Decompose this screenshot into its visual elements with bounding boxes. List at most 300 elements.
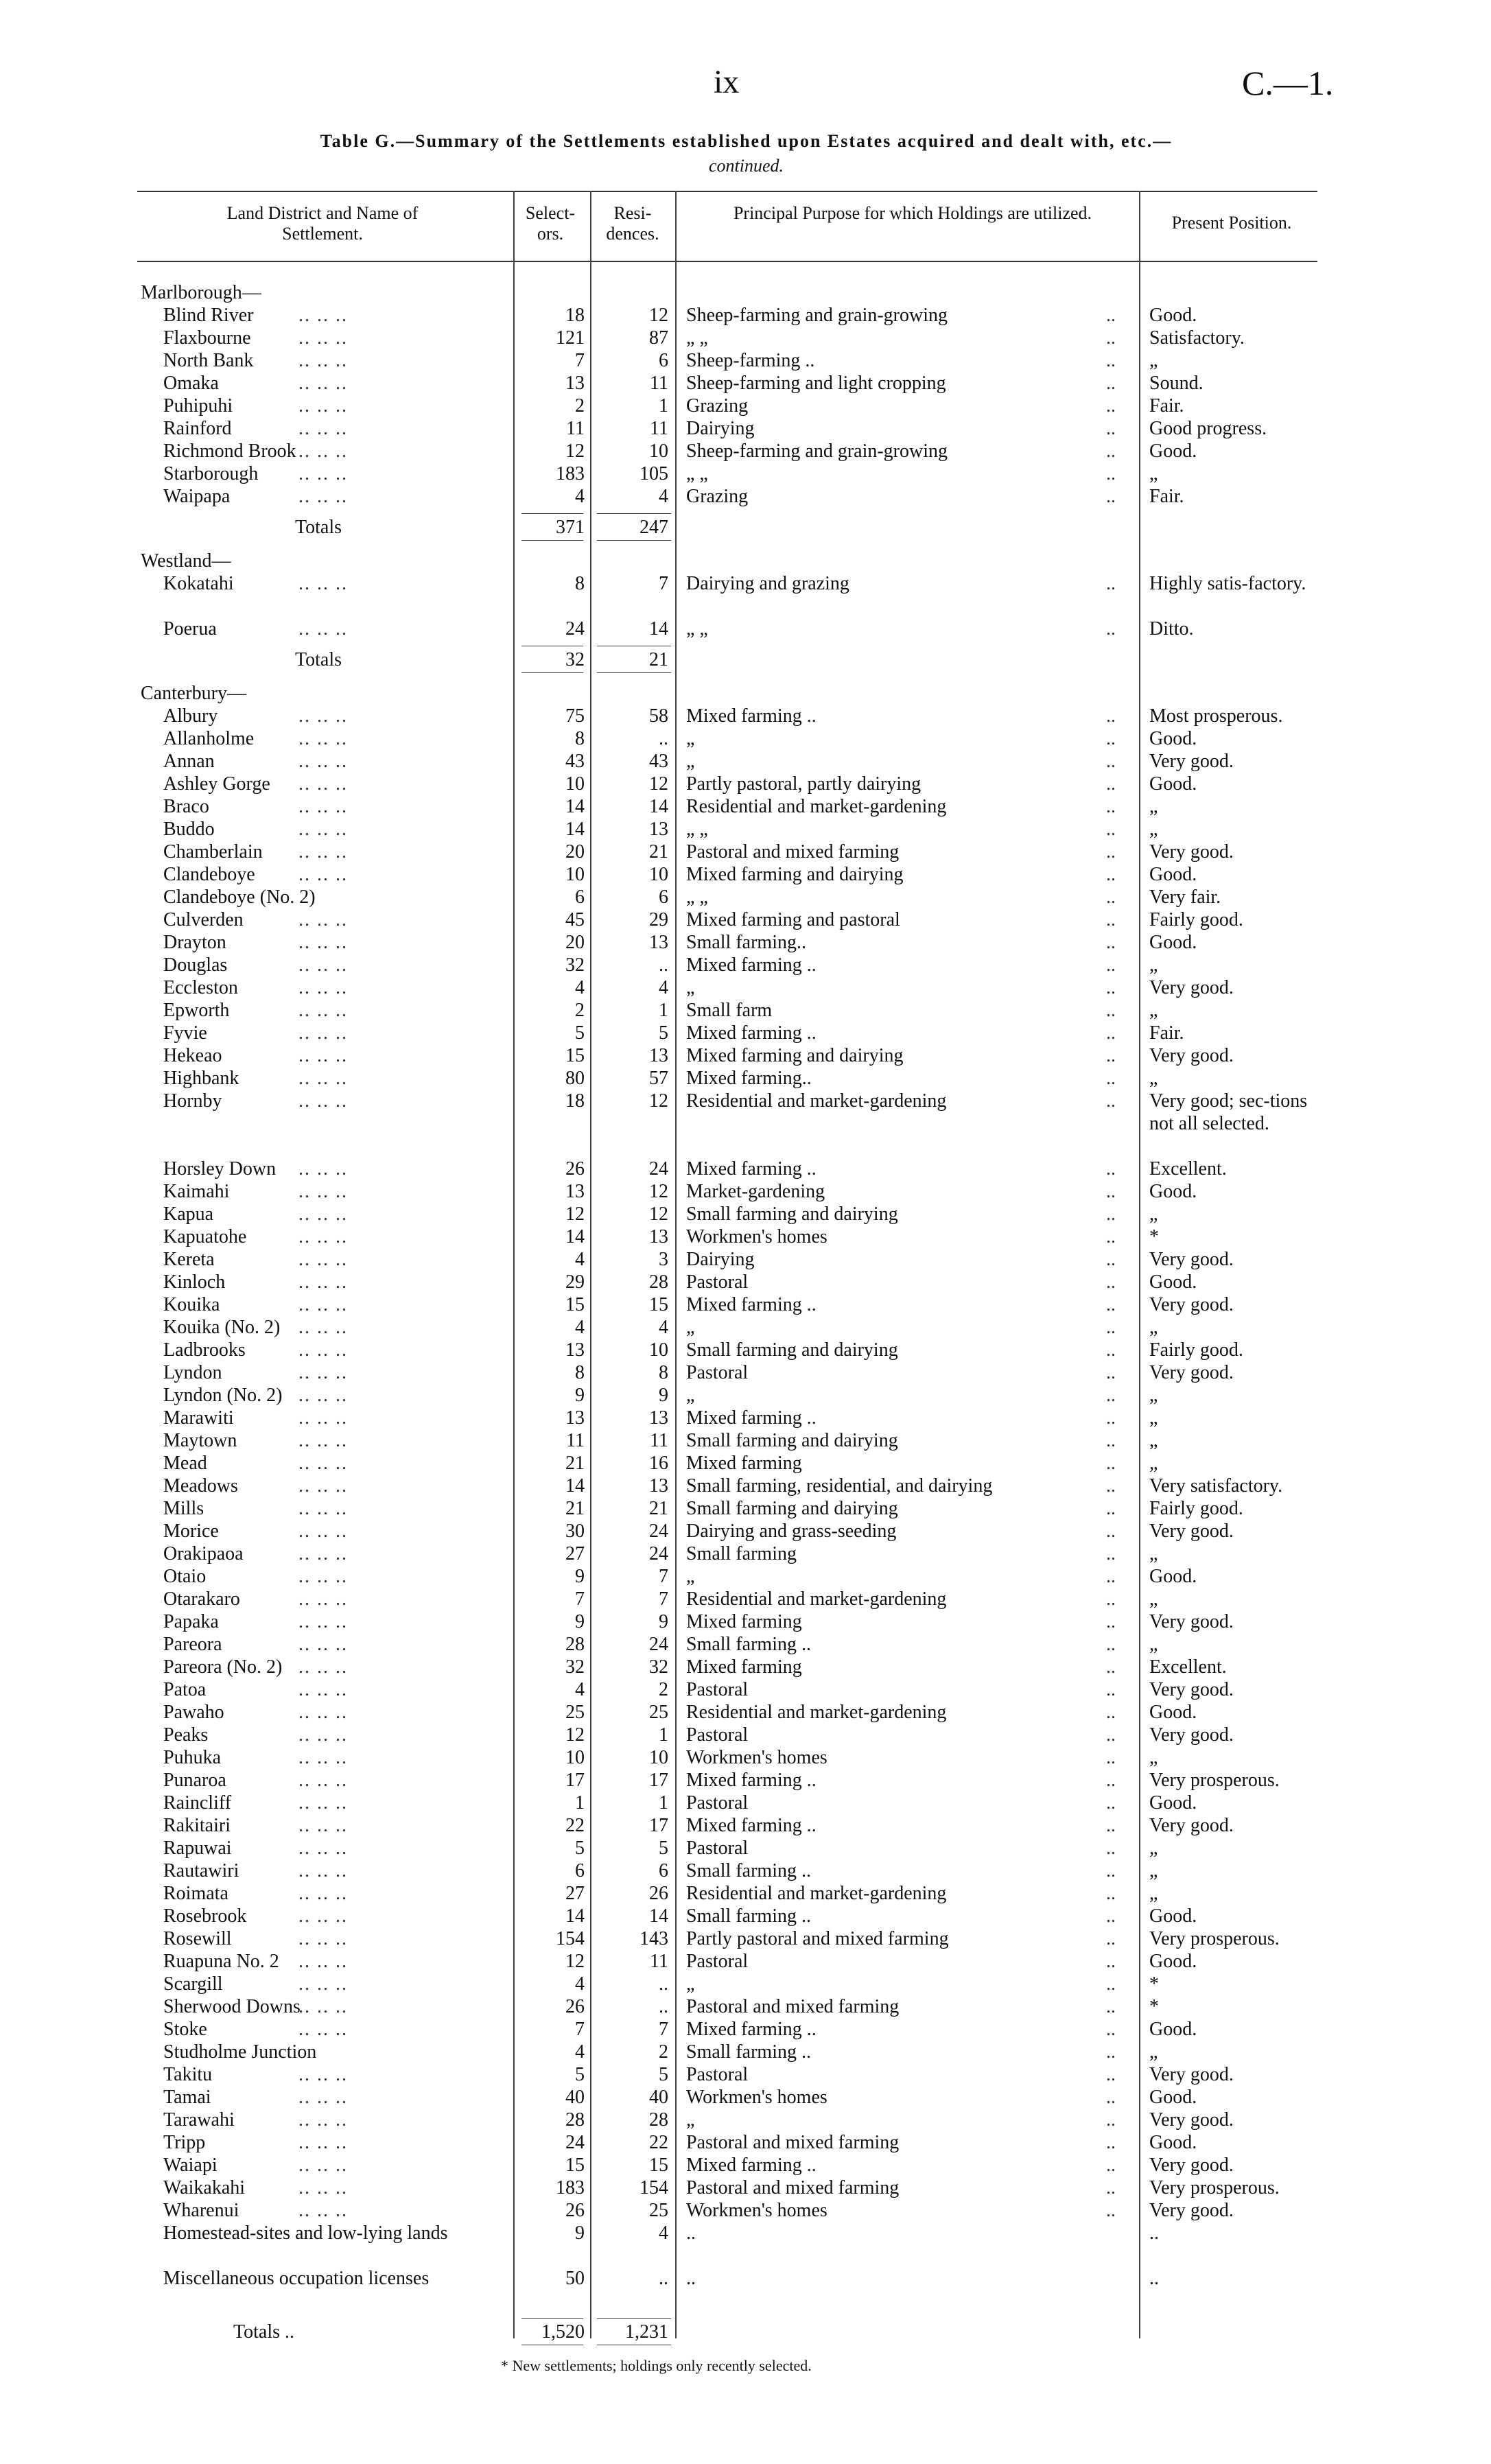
table-row (0, 1248, 1491, 1271)
leader-dots: .. .. .. (298, 1339, 348, 1361)
residences-value: 28 (649, 2109, 668, 2131)
leader-dots: .. (1106, 327, 1116, 349)
table-row (0, 1610, 1491, 1633)
residences-value: 12 (649, 1181, 668, 1202)
position-value: Very prosperous. (1149, 2177, 1280, 2198)
table-row (0, 1044, 1491, 1067)
selectors-value: 26 (565, 1996, 585, 2017)
selectors-value: 80 (565, 1068, 585, 1089)
purpose-value: Mixed farming and dairying (686, 1045, 904, 1066)
selectors-value: 12 (565, 441, 585, 462)
table-row (0, 1203, 1491, 1225)
residences-value: 8 (659, 1362, 668, 1383)
table-row (0, 2131, 1491, 2154)
residences-value: .. (659, 1996, 668, 2017)
leader-dots: .. (1106, 2177, 1116, 2198)
selectors-value: 4 (575, 977, 585, 998)
residences-value: 9 (659, 1611, 668, 1632)
table-caption (137, 129, 1355, 178)
leader-dots: .. (1106, 977, 1116, 998)
purpose-value: Small farming .. (686, 2041, 811, 2063)
selectors-value: 183 (556, 463, 585, 484)
table-row (0, 1927, 1491, 1950)
leader-dots: .. (1106, 909, 1116, 930)
header-bottom-rule (137, 261, 1317, 262)
leader-dots: .. (1106, 1928, 1116, 1949)
leader-dots: .. (1106, 1566, 1116, 1587)
settlement-name: Kapua (163, 1204, 214, 1225)
position-value: „ (1149, 1747, 1158, 1768)
leader-dots: .. .. .. (298, 1702, 348, 1723)
table-row (0, 1497, 1491, 1520)
header-residences: Resi-dences. (606, 203, 659, 244)
totals-selectors: 32 (565, 649, 585, 670)
leader-dots: .. .. .. (298, 1068, 348, 1089)
settlement-name: Omaka (163, 373, 219, 394)
position-value: Very good. (1149, 1815, 1234, 1836)
table-row (0, 1339, 1491, 1361)
leader-dots: .. (1106, 1385, 1116, 1406)
totals-row (0, 516, 1491, 539)
leader-dots: .. .. .. (298, 1090, 348, 1112)
header-purpose: Principal Purpose for which Holdings are utilized. (733, 203, 1092, 223)
table-row (0, 1814, 1491, 1837)
residences-value: 58 (649, 705, 668, 727)
leader-dots: .. (1106, 1475, 1116, 1497)
selectors-value: 13 (565, 1181, 585, 1202)
position-value: Satisfactory. (1149, 327, 1245, 349)
leader-dots: .. (1106, 819, 1116, 840)
table-row (0, 705, 1491, 727)
leader-dots: .. .. .. (298, 1181, 348, 1202)
settlement-name: Clandeboye (163, 864, 255, 885)
group-name: Marlborough— (141, 282, 261, 303)
residences-value: 143 (639, 1928, 668, 1949)
leader-dots: .. (1106, 1634, 1116, 1655)
selectors-value: 12 (565, 1204, 585, 1225)
settlement-name: Horsley Down (163, 1158, 277, 1180)
residences-value: .. (659, 1973, 668, 1995)
totals-rule (521, 540, 583, 541)
position-value: * (1149, 1226, 1159, 1247)
position-value: .. (1149, 2268, 1159, 2289)
purpose-value: Grazing (686, 395, 749, 416)
selectors-value: 9 (575, 1566, 585, 1587)
position-value: Good. (1149, 1951, 1197, 1972)
page-number: ix (714, 64, 740, 100)
selectors-value: 30 (565, 1521, 585, 1542)
leader-dots: .. (1106, 1724, 1116, 1746)
settlement-name: Eccleston (163, 977, 238, 998)
selectors-value: 13 (565, 1339, 585, 1361)
position-value: Good. (1149, 1181, 1197, 1202)
table-row (0, 462, 1491, 485)
position-value: Very good. (1149, 2155, 1234, 2176)
selectors-value: 1 (575, 1792, 585, 1814)
purpose-value: Mixed farming .. (686, 1294, 817, 1315)
purpose-value: Dairying (686, 418, 755, 439)
selectors-value: 21 (565, 1498, 585, 1519)
leader-dots: .. (1106, 728, 1116, 749)
residences-value: 5 (659, 1022, 668, 1044)
settlement-name: Patoa (163, 1679, 207, 1700)
position-value: „ (1149, 1430, 1158, 1451)
purpose-value: Mixed farming .. (686, 2019, 817, 2040)
selectors-value: 22 (565, 1815, 585, 1836)
position-value: Very good. (1149, 1724, 1234, 1746)
purpose-value: Residential and market-gardening (686, 796, 947, 817)
leader-dots: .. .. .. (298, 2109, 348, 2131)
leader-dots: .. .. .. (298, 1634, 348, 1655)
leader-dots: .. .. .. (298, 2019, 348, 2040)
selectors-value: 4 (575, 486, 585, 507)
position-value: „ (1149, 1588, 1158, 1610)
settlement-name: Miscellaneous occupation licenses (163, 2268, 430, 2289)
residences-value: 13 (649, 1475, 668, 1497)
residences-value: 21 (649, 1498, 668, 1519)
leader-dots: .. (1106, 1838, 1116, 1859)
settlement-name: Takitu (163, 2064, 213, 2085)
selectors-value: 20 (565, 932, 585, 953)
settlement-name: Otaio (163, 1566, 207, 1587)
purpose-value: „ (686, 1385, 695, 1406)
selectors-value: 14 (565, 1905, 585, 1927)
selectors-value: 25 (565, 1702, 585, 1723)
purpose-value: „ (686, 977, 695, 998)
purpose-value: Pastoral (686, 1362, 749, 1383)
selectors-value: 15 (565, 1045, 585, 1066)
purpose-value: Mixed farming .. (686, 1407, 817, 1429)
table-row (0, 818, 1491, 841)
selectors-value: 24 (565, 618, 585, 640)
position-value: „ (1149, 1407, 1158, 1429)
table-row (0, 1022, 1491, 1044)
leader-dots: .. (1106, 2041, 1116, 2063)
leader-dots: .. (1106, 463, 1116, 484)
purpose-value: „ „ (686, 327, 708, 349)
leader-dots: .. .. .. (298, 1747, 348, 1768)
residences-value: 24 (649, 1521, 668, 1542)
position-value: „ (1149, 350, 1158, 371)
purpose-value: „ „ (686, 463, 708, 484)
purpose-value: Small farming .. (686, 1634, 811, 1655)
settlement-name: Fyvie (163, 1022, 207, 1044)
residences-value: 11 (650, 418, 668, 439)
selectors-value: 28 (565, 2109, 585, 2131)
residences-value: .. (659, 954, 668, 976)
selectors-value: 9 (575, 2222, 585, 2244)
table-row (0, 1701, 1491, 1724)
purpose-value: Small farming and dairying (686, 1204, 898, 1225)
residences-value: 24 (649, 1543, 668, 1564)
position-value: „ (1149, 1453, 1158, 1474)
leader-dots: .. (1106, 2064, 1116, 2085)
leader-dots: .. .. .. (298, 932, 348, 953)
position-value: * (1149, 1996, 1159, 2017)
purpose-value: Pastoral and mixed farming (686, 2177, 900, 2198)
purpose-value: Dairying (686, 1249, 755, 1270)
residences-value: 6 (659, 887, 668, 908)
residences-value: 2 (659, 2041, 668, 2063)
position-value: Very good. (1149, 2064, 1234, 2085)
table-row (0, 1067, 1491, 1090)
selectors-value: 5 (575, 1022, 585, 1044)
purpose-value: „ (686, 751, 695, 772)
selectors-value: 24 (565, 2132, 585, 2153)
leader-dots: .. (1106, 573, 1116, 594)
settlement-name: Flaxbourne (163, 327, 251, 349)
leader-dots: .. (1106, 1453, 1116, 1474)
settlement-name: Poerua (163, 618, 217, 640)
residences-value: 21 (649, 841, 668, 863)
residences-value: 16 (649, 1453, 668, 1474)
position-value: Good. (1149, 2087, 1197, 2108)
settlement-name: Rapuwai (163, 1838, 232, 1859)
purpose-value: Mixed farming .. (686, 2155, 817, 2176)
table-row (0, 485, 1491, 508)
settlement-name: North Bank (163, 350, 254, 371)
selectors-value: 26 (565, 2200, 585, 2221)
table-row (0, 863, 1491, 886)
leader-dots: .. .. .. (298, 1656, 348, 1678)
purpose-value: Residential and market-gardening (686, 1588, 947, 1610)
table-row (0, 2176, 1491, 2199)
group-heading (0, 550, 1491, 572)
position-value: Very good. (1149, 1679, 1234, 1700)
totals-label: Totals (295, 517, 342, 538)
purpose-value: Small farming .. (686, 1905, 811, 1927)
residences-value: 10 (649, 864, 668, 885)
leader-dots: .. (1106, 1905, 1116, 1927)
settlement-name: Tamai (163, 2087, 211, 2108)
selectors-value: 18 (565, 1090, 585, 1112)
settlement-name: Starborough (163, 463, 259, 484)
settlement-name: Tarawahi (163, 2109, 235, 2131)
leader-dots: .. .. .. (298, 909, 348, 930)
leader-dots: .. .. .. (298, 796, 348, 817)
purpose-value: Sheep-farming and grain-growing (686, 305, 948, 326)
residences-value: 12 (649, 773, 668, 795)
table-row (0, 1407, 1491, 1429)
leader-dots: .. (1106, 2087, 1116, 2108)
leader-dots: .. (1106, 773, 1116, 795)
table-row (0, 2109, 1491, 2131)
position-value: Good. (1149, 305, 1197, 326)
table-row (0, 999, 1491, 1022)
settlement-name: Drayton (163, 932, 226, 953)
totals-label: Totals .. (233, 2321, 295, 2343)
residences-value: 57 (649, 1068, 668, 1089)
residences-value: 4 (659, 1317, 668, 1338)
selectors-value: 10 (565, 1747, 585, 1768)
table-row (0, 1520, 1491, 1542)
selectors-value: 8 (575, 1362, 585, 1383)
settlement-name: Ruapuna No. 2 (163, 1951, 279, 1972)
leader-dots: .. .. .. (298, 1498, 348, 1519)
residences-value: 12 (649, 1090, 668, 1112)
totals-rule (597, 540, 671, 541)
table-row (0, 1882, 1491, 1905)
table-row (0, 1429, 1491, 1452)
purpose-value: „ (686, 1973, 695, 1995)
leader-dots: .. .. .. (298, 1860, 348, 1881)
settlement-name: Braco (163, 796, 209, 817)
leader-dots: .. .. .. (298, 486, 348, 507)
purpose-value: „ (686, 728, 695, 749)
table-row (0, 1837, 1491, 1859)
leader-dots: .. (1106, 1815, 1116, 1836)
table-row (0, 2199, 1491, 2222)
table-row (0, 2154, 1491, 2176)
table-row (0, 1565, 1491, 1588)
leader-dots: .. .. .. (298, 1226, 348, 1247)
leader-dots: .. (1106, 1362, 1116, 1383)
selectors-value: 7 (575, 2019, 585, 2040)
position-value: Good. (1149, 1702, 1197, 1723)
settlement-name: Mills (163, 1498, 204, 1519)
purpose-value: Dairying and grass-seeding (686, 1521, 897, 1542)
selectors-value: 10 (565, 773, 585, 795)
leader-dots: .. .. .. (298, 1611, 348, 1632)
purpose-value: „ (686, 1566, 695, 1587)
selectors-value: 4 (575, 1249, 585, 1270)
residences-value: 6 (659, 350, 668, 371)
leader-dots: .. .. .. (298, 1475, 348, 1497)
settlement-name: Raincliff (163, 1792, 232, 1814)
totals-rule (521, 513, 583, 514)
leader-dots: .. .. .. (298, 1249, 348, 1270)
purpose-value: Small farming (686, 1543, 797, 1564)
settlement-name: Peaks (163, 1724, 209, 1746)
purpose-value: „ „ (686, 618, 708, 640)
leader-dots: .. (1106, 1611, 1116, 1632)
selectors-value: 15 (565, 1294, 585, 1315)
selectors-value: 26 (565, 1158, 585, 1180)
purpose-value: Small farming.. (686, 932, 806, 953)
settlement-name: Waiapi (163, 2155, 218, 2176)
leader-dots: .. (1106, 1747, 1116, 1768)
position-value: Good. (1149, 1566, 1197, 1587)
leader-dots: .. (1106, 1883, 1116, 1904)
purpose-value: Market-gardening (686, 1181, 825, 1202)
position-value: .. (1149, 2222, 1159, 2244)
residences-value: 43 (649, 751, 668, 772)
table-row (0, 349, 1491, 372)
residences-value: 7 (659, 573, 668, 594)
group-name: Canterbury— (141, 683, 246, 704)
purpose-value: Dairying and grazing (686, 573, 849, 594)
settlement-name: Scargill (163, 1973, 223, 1995)
totals-residences: 21 (649, 649, 668, 670)
purpose-value: Mixed farming .. (686, 1158, 817, 1180)
settlement-name: Epworth (163, 1000, 230, 1021)
leader-dots: .. (1106, 2109, 1116, 2131)
leader-dots: .. (1106, 1521, 1116, 1542)
leader-dots: .. (1106, 1249, 1116, 1270)
residences-value: 9 (659, 1385, 668, 1406)
leader-dots: .. .. .. (298, 841, 348, 863)
leader-dots: .. (1106, 954, 1116, 976)
position-value: „ (1149, 1317, 1158, 1338)
position-value: Good. (1149, 1271, 1197, 1293)
table-row (0, 572, 1491, 595)
leader-dots: .. (1106, 305, 1116, 326)
table-row (0, 1973, 1491, 1995)
residences-value: 10 (649, 1339, 668, 1361)
selectors-value: 21 (565, 1453, 585, 1474)
selectors-value: 11 (566, 1430, 585, 1451)
table-row (0, 1769, 1491, 1792)
table-row (0, 1995, 1491, 2018)
position-value: Very good. (1149, 2109, 1234, 2131)
totals-rule (597, 672, 671, 673)
settlement-name: Rosebrook (163, 1905, 247, 1927)
residences-value: 5 (659, 2064, 668, 2085)
leader-dots: .. .. .. (298, 463, 348, 484)
group-heading (0, 281, 1491, 304)
table-row (0, 1678, 1491, 1701)
document-reference: C.—1. (1242, 64, 1334, 102)
leader-dots: .. .. .. (298, 2087, 348, 2108)
settlement-name: Clandeboye (No. 2) (163, 887, 316, 908)
totals-label: Totals (295, 649, 342, 670)
residences-value: 32 (649, 1656, 668, 1678)
table-row (0, 440, 1491, 462)
leader-dots: .. (1106, 486, 1116, 507)
table-row (0, 954, 1491, 976)
position-value: Good. (1149, 1905, 1197, 1927)
residences-value: 3 (659, 1249, 668, 1270)
settlement-name: Maytown (163, 1430, 237, 1451)
table-row (0, 327, 1491, 349)
purpose-value: Sheep-farming and light cropping (686, 373, 946, 394)
position-value: „ (1149, 1883, 1158, 1904)
settlement-name: Roimata (163, 1883, 228, 1904)
purpose-value: Small farming and dairying (686, 1498, 898, 1519)
totals-rule (597, 513, 671, 514)
selectors-value: 28 (565, 1634, 585, 1655)
leader-dots: .. (1106, 887, 1116, 908)
settlement-name: Tripp (163, 2132, 206, 2153)
settlement-name: Punaroa (163, 1770, 226, 1791)
purpose-value: Pastoral (686, 1679, 749, 1700)
residences-value: 13 (649, 1226, 668, 1247)
selectors-value: 12 (565, 1724, 585, 1746)
totals-selectors: 371 (556, 517, 585, 538)
position-value: Very good. (1149, 751, 1234, 772)
table-row (0, 618, 1491, 640)
purpose-value: Mixed farming and pastoral (686, 909, 900, 930)
leader-dots: .. (1106, 1588, 1116, 1610)
position-value: Highly satis-factory. (1149, 573, 1306, 594)
settlement-name: Blind River (163, 305, 254, 326)
leader-dots: .. (1106, 1973, 1116, 1995)
settlement-name: Kouika (No. 2) (163, 1317, 281, 1338)
position-value: Good. (1149, 2132, 1197, 2153)
settlement-name: Richmond Brook (163, 441, 296, 462)
selectors-value: 4 (575, 2041, 585, 2063)
residences-value: 11 (650, 1430, 668, 1451)
leader-dots: .. (1106, 418, 1116, 439)
position-value: Very prosperous. (1149, 1770, 1280, 1791)
residences-value: 1 (659, 1724, 668, 1746)
selectors-value: 43 (565, 751, 585, 772)
position-value: „ (1149, 1838, 1158, 1859)
table-row (0, 1293, 1491, 1316)
position-value: „ (1149, 1860, 1158, 1881)
leader-dots: .. .. .. (298, 1271, 348, 1293)
purpose-value: Mixed farming (686, 1656, 802, 1678)
